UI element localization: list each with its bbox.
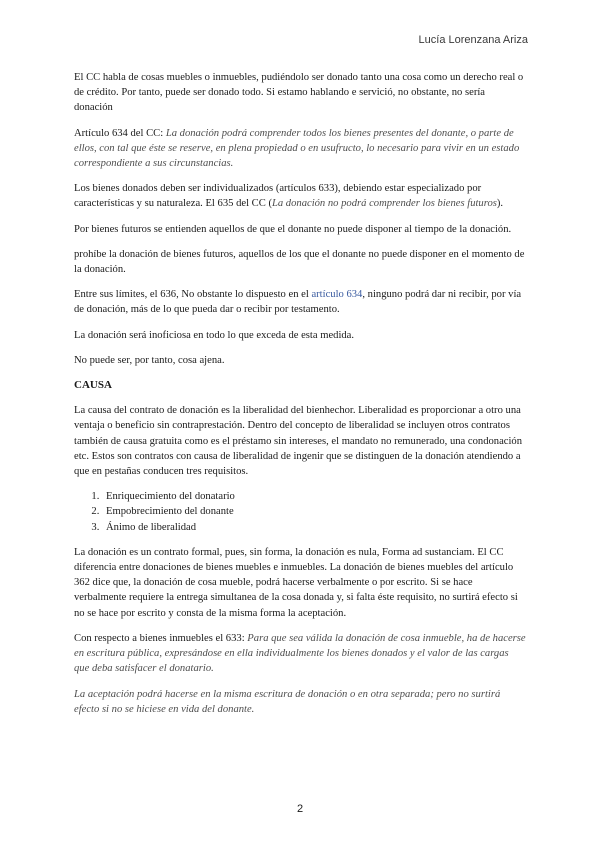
header-author: Lucía Lorenzana Ariza xyxy=(418,34,528,46)
paragraph-limites xyxy=(74,287,526,317)
paragraph-bienes-futuros: Por bienes futuros se entienden aquellos de que el donante no puede disponer al tiempo de la donación. xyxy=(74,223,512,235)
paragraph-objeto: El CC habla de cosas muebles o inmuebles, pudiéndolo ser donado tanto una cosa como un derecho real o de crédito. Por tanto, puede ser donado todo. Si estamo hablando e servició, no obstante, no sería donación xyxy=(74,72,524,114)
legal-quote: La donación podrá comprender todos los bienes presentes del donante, o parte de ellos, con tal que éste se reserve, en plena propiedad o en usufructo, lo necesario para vivir en un estado correspondiente a sus circunstancias. xyxy=(74,127,520,170)
document-body xyxy=(74,70,526,727)
paragraph-inmuebles xyxy=(74,631,526,677)
legal-quote: Para que sea válida la donación de cosa inmueble, ha de hacerse en escritura pública, expresándose en ella individualmente los bienes donados y el valor de las cargas que deba satisfacer el donatario. xyxy=(74,632,526,675)
paragraph-causa: La causa del contrato de donación es la liberalidad del bienhechor. Liberalidad es proporcionar a otro una ventaja o beneficio sin contraprestación. Dentro del concepto de liberalidad se incluyen otros contratos también de causa gratuita como es el préstamo sin intereses, el mandato no remunerado, una condonación etc. Estos son contratos con causa de liberalidad de ingenir que se distinguen de la donación atendiendo a que en pestañas conducen tres requisitos. xyxy=(74,405,523,478)
paragraph-lead: Entre sus límites, el 636, No obstante lo dispuesto en el xyxy=(74,289,312,301)
paragraph-lead: Con respecto a bienes inmuebles el 633: xyxy=(74,632,248,644)
list-item: 2. Empobrecimiento del donante xyxy=(102,504,526,519)
requisitos-list xyxy=(74,489,526,535)
section-heading-causa: CAUSA xyxy=(74,379,112,392)
list-item: 3. Ánimo de liberalidad xyxy=(102,520,526,535)
paragraph-tail: ). xyxy=(496,198,504,210)
articulo-634-link[interactable]: artículo 634 xyxy=(311,289,363,301)
paragraph-inoficiosa: La donación será inoficiosa en todo lo que exceda de esta medida. xyxy=(74,329,355,341)
paragraph-prohibicion: prohíbe la donación de bienes futuros, aquellos de los que el donante no puede disponer en el momento de la donación. xyxy=(74,248,525,276)
paragraph-bienes-donados xyxy=(74,181,526,211)
paragraph-forma: La donación es un contrato formal, pues, sin forma, la donación es nula, Forma ad sustanciam. El CC diferencia entre donaciones de bienes muebles e inmuebles. La donación de bienes muebles del artículo 362 dice que, la donación de cosa mueble, podrá hacerse verbalmente o por escrito. Si se hace verbalmente requiere la entrega simultanea de la cosa donada y, si falta éste requisito, no surtirá efecto si no se hace por escrito y consta de la misma forma la aceptación. xyxy=(74,546,518,619)
paragraph-tail: , ninguno podrá dar ni recibir, por vía de donación, más de lo que pueda dar o recibir por testamento. xyxy=(74,289,522,316)
paragraph-lead: Artículo 634 del CC: xyxy=(74,127,166,139)
paragraph-articulo-634 xyxy=(74,126,526,172)
paragraph-cosa-ajena: No puede ser, por tanto, cosa ajena. xyxy=(74,354,225,366)
legal-quote: La donación no podrá comprender los bienes futuros xyxy=(271,198,497,210)
page-number: 2 xyxy=(296,803,304,815)
list-item: 1. Enriquecimiento del donatario xyxy=(102,489,526,504)
paragraph-lead: Los bienes donados deben ser individualizados (artículos 633), debiendo estar especializado por características y su naturaleza. El 635 del CC ( xyxy=(74,183,482,210)
paragraph-aceptacion: La aceptación podrá hacerse en la misma escritura de donación o en otra separada; pero no surtirá efecto si no se hiciese en vida del donante. xyxy=(74,688,501,715)
